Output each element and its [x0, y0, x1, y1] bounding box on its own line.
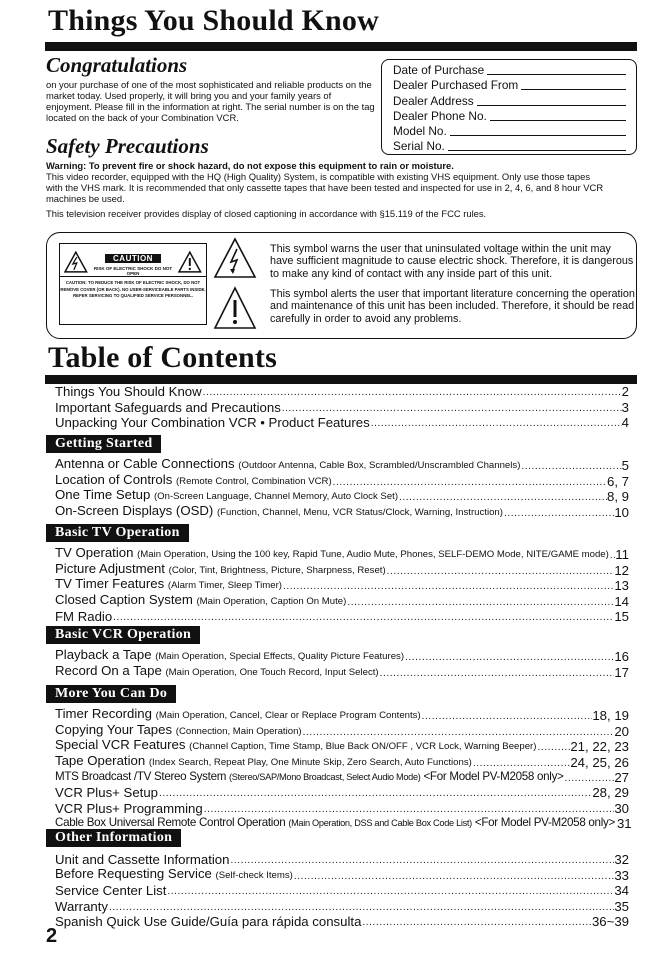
toc-entry-title: Warranty	[55, 898, 109, 914]
toc-entry-list	[55, 852, 629, 929]
toc-entry-subtitle: (Main Operation, Special Effects, Quality Picture Features)	[155, 651, 405, 663]
caution-sub: RISK OF ELECTRIC SHOCK DO NOT OPEN	[93, 265, 173, 276]
toc-entry-title: Service Center List	[55, 883, 167, 899]
caution-label-card	[59, 243, 207, 325]
toc-leader-dots	[108, 902, 614, 914]
exclamation-symbol-text: This symbol alerts the user that important literature concerning the operation and maintenance of this unit has been included. Therefore, it should be read carefully in order to avoid any problems.	[270, 288, 635, 325]
toc-entry-subtitle: (Channel Caption, Time Stamp, Blue Back ON/OFF , VCR Lock, Warning Beeper)	[189, 741, 537, 753]
toc-entry-list	[55, 547, 629, 624]
toc-entry-title: MTS Broadcast /TV Stereo System (Stereo/SAP/Mono Broadcast, Select Audio Mode) <For Model PV-M2058 only>	[55, 769, 564, 783]
page-number: 2	[46, 925, 58, 947]
toc-page-number: 35	[614, 898, 629, 914]
toc-leader-dots	[202, 387, 622, 399]
toc-page-number: 24, 25, 26	[570, 754, 629, 770]
info-field-address: Dealer Address	[393, 92, 626, 107]
toc-leader-dots	[379, 668, 615, 680]
toc-entry-title: Playback a Tape (Main Operation, Special Effects, Quality Picture Features)	[55, 647, 405, 663]
toc-page-number: 20	[614, 723, 629, 739]
info-field-model: Model No.	[393, 123, 626, 138]
toc-leader-dots	[293, 871, 614, 883]
toc-entry[interactable]	[55, 399, 629, 414]
toc-entry[interactable]	[55, 883, 629, 898]
toc-entry-subtitle: (Index Search, Repeat Play, One Minute Skip, Zero Search, Auto Functions)	[148, 756, 472, 768]
info-field-date: Date of Purchase	[393, 62, 626, 77]
toc-entry-title: Cable Box Universal Remote Control Operation (Main Operation, DSS and Cable Box Code List) <For Model PV-M2058 only>	[55, 816, 615, 830]
toc-entry-title: Unit and Cassette Information	[55, 852, 230, 868]
toc-entry-subtitle: (Stereo/SAP/Mono Broadcast, Select Audio Mode)	[229, 771, 421, 782]
toc-leader-dots	[112, 612, 614, 624]
toc-entry-subtitle: (Remote Control, Combination VCR)	[175, 475, 332, 487]
lightning-symbol-icon	[213, 237, 257, 279]
toc-entry[interactable]	[55, 504, 629, 519]
toc-page-number: 36~39	[591, 913, 629, 929]
toc-entry-title: TV Operation (Main Operation, Using the 100 key, Rapid Tune, Audio Mute, Phones, SELF-DEMO Mode, NITE/GAME mode)	[55, 545, 609, 561]
toc-entry-list	[55, 458, 629, 520]
safety-warning: Warning: To prevent fire or shock hazard, do not expose this equipment to rain or moisture.	[46, 160, 454, 171]
toc-entry-model-note: <For Model PV-M2058 only>	[474, 816, 615, 830]
toc-entry-title: Picture Adjustment (Color, Tint, Brightness, Picture, Sharpness, Reset)	[55, 560, 386, 576]
congratulations-heading: Congratulations	[46, 53, 188, 77]
toc-entry-subtitle: (Main Operation, One Touch Record, Input Select)	[165, 666, 379, 678]
toc-leader-dots	[520, 461, 621, 473]
toc-entry-list	[55, 706, 632, 832]
purchase-info-box	[381, 59, 637, 155]
page-title: Things You Should Know	[48, 4, 379, 37]
toc-entry[interactable]	[55, 898, 629, 913]
toc-entry-title: TV Timer Features (Alarm Timer, Sleep Timer)	[55, 576, 282, 592]
toc-entry-title: Antenna or Cable Connections (Outdoor Antenna, Cable Box, Scrambled/Unscrambled Channels)	[55, 456, 521, 472]
toc-entry[interactable]	[55, 800, 629, 815]
toc-entry-title: Special VCR Features (Channel Caption, Time Stamp, Blue Back ON/OFF , VCR Lock, Warning Beeper)	[55, 737, 537, 753]
toc-entry-title: One Time Setup (On-Screen Language, Channel Memory, Auto Clock Set)	[55, 487, 399, 503]
toc-page-number: 17	[614, 664, 629, 680]
toc-entry[interactable]	[55, 770, 629, 785]
toc-page-number: 2	[621, 384, 629, 400]
toc-entry-subtitle: (Outdoor Antenna, Cable Box, Scrambled/Unscrambled Channels)	[238, 460, 521, 472]
toc-page-number: 6, 7	[607, 473, 629, 489]
exclamation-triangle-icon	[178, 251, 202, 273]
toc-section-heading: More You Can Do	[46, 685, 176, 703]
toc-entry-subtitle: (Alarm Timer, Sleep Timer)	[167, 580, 282, 592]
toc-leader-dots	[472, 758, 570, 770]
toc-entry-subtitle: (Main Operation, Cancel, Clear or Replace Program Contents)	[155, 710, 421, 722]
info-field-dealer: Dealer Purchased From	[393, 77, 626, 92]
toc-entry[interactable]	[55, 415, 629, 430]
toc-entry-title: VCR Plus+ Setup	[55, 785, 158, 801]
toc-page-number: 32	[614, 852, 629, 868]
toc-leader-dots	[281, 403, 622, 415]
toc-leader-dots	[536, 742, 570, 754]
toc-entry-title: FM Radio	[55, 608, 113, 624]
toc-entry-subtitle: (Main Operation, Caption On Mute)	[196, 595, 347, 607]
toc-entry-title: Spanish Quick Use Guide/Guía para rápida consulta	[55, 913, 362, 929]
toc-leader-dots	[361, 917, 592, 929]
toc-entry-title: VCR Plus+ Programming	[55, 800, 203, 816]
toc-title: Table of Contents	[48, 341, 277, 374]
toc-entry-title: Copying Your Tapes (Connection, Main Operation)	[55, 721, 302, 737]
lightning-symbol-text: This symbol warns the user that uninsulated voltage within the unit may have sufficient magnitude to cause electric shock. Therefore, it is dangerous to make any kind of contact with any inside part of this unit.	[270, 243, 634, 280]
toc-leader-dots	[404, 652, 614, 664]
toc-entry[interactable]	[55, 384, 629, 399]
toc-rule	[45, 375, 637, 384]
toc-page-number: 14	[614, 593, 629, 609]
toc-page-number: 21, 22, 23	[570, 739, 629, 755]
toc-page-number: 33	[614, 867, 629, 883]
toc-entry[interactable]	[55, 664, 629, 679]
toc-page-number: 5	[621, 458, 629, 474]
toc-page-number: 3	[621, 399, 629, 415]
toc-entry[interactable]	[55, 785, 629, 800]
toc-entry-title: Unpacking Your Combination VCR • Product Features	[55, 415, 370, 431]
toc-page-number: 10	[614, 504, 629, 520]
safety-heading: Safety Precautions	[46, 134, 209, 158]
toc-leader-dots	[421, 711, 593, 723]
warning-symbols-box	[46, 232, 637, 339]
toc-entry[interactable]	[55, 914, 629, 929]
toc-entry-subtitle: (Connection, Main Operation)	[175, 725, 302, 737]
toc-page-number: 28, 29	[592, 785, 629, 801]
toc-page-number: 30	[614, 800, 629, 816]
toc-entry-title: Record On a Tape (Main Operation, One Touch Record, Input Select)	[55, 662, 379, 678]
exclamation-symbol-icon	[213, 286, 257, 330]
fcc-text: This television receiver provides display of closed captioning in accordance with §15.119 of the FCC rules.	[46, 208, 487, 219]
caution-text: CAUTION: TO REDUCE THE RISK OF ELECTRIC SHOCK, DO NOT REMOVE COVER (OR BACK). NO USER-SERVICEABLE PARTS INSIDE. REFER SERVICING TO QUALIFIED SERVICE PERSONNEL.	[60, 280, 206, 299]
toc-section-heading: Basic VCR Operation	[46, 626, 200, 644]
toc-entry-title: Location of Controls (Remote Control, Combination VCR)	[55, 471, 332, 487]
safety-text: This video recorder, equipped with the HQ (High Quality) System, is compatible with existing VHS equipment. Only use those tapes with the VHS mark. It is recommended that only cassette tapes that have been tested and inspected for use in 2, 4, 6, and 8 hour VCR machines be used.	[46, 171, 604, 204]
toc-entry[interactable]	[55, 609, 629, 624]
toc-section-heading: Other Information	[46, 829, 181, 847]
toc-leader-dots	[386, 566, 615, 578]
toc-entry-title: Things You Should Know	[55, 384, 202, 400]
toc-page-number: 12	[614, 562, 629, 578]
toc-entry-model-note: <For Model PV-M2058 only>	[423, 769, 564, 783]
toc-leader-dots	[203, 804, 615, 816]
toc-entry-title: Timer Recording (Main Operation, Cancel, Clear or Replace Program Contents)	[55, 706, 421, 722]
toc-leader-dots	[503, 508, 614, 520]
toc-entry-list	[55, 384, 629, 430]
toc-entry-subtitle: (Main Operation, Using the 100 key, Rapid Tune, Audio Mute, Phones, SELF-DEMO Mode, NITE/GAME mode)	[137, 549, 609, 561]
toc-entry-title: Before Requesting Service (Self-check Items)	[55, 865, 293, 881]
toc-page-number: 18, 19	[592, 708, 629, 724]
toc-leader-dots	[346, 597, 614, 609]
toc-entry-title: Closed Caption System (Main Operation, Caption On Mute)	[55, 591, 347, 607]
toc-entry-subtitle: (Function, Channel, Menu, VCR Status/Clock, Warning, Instruction)	[216, 506, 503, 518]
toc-page-number: 11	[615, 547, 629, 563]
toc-entry[interactable]	[55, 867, 629, 882]
toc-entry-subtitle: (On-Screen Language, Channel Memory, Auto Clock Set)	[153, 491, 399, 503]
info-field-phone: Dealer Phone No.	[393, 108, 626, 123]
toc-entry[interactable]	[55, 593, 629, 608]
toc-entry-title: Important Safeguards and Precautions	[55, 399, 281, 415]
toc-leader-dots	[166, 886, 614, 898]
toc-page-number: 27	[614, 769, 629, 785]
caution-label: CAUTION	[105, 254, 161, 263]
toc-entry-subtitle: (Main Operation, DSS and Cable Box Code List)	[288, 818, 472, 829]
toc-section-heading: Getting Started	[46, 435, 161, 453]
toc-entry-subtitle: (Self-check Items)	[215, 869, 293, 881]
toc-page-number: 13	[614, 578, 629, 594]
toc-leader-dots	[564, 773, 615, 785]
toc-page-number: 31	[616, 816, 632, 832]
toc-page-number: 16	[614, 649, 629, 665]
toc-entry-list	[55, 649, 629, 680]
info-field-serial: Serial No.	[393, 138, 626, 153]
toc-page-number: 8, 9	[607, 489, 629, 505]
toc-entry-title: On-Screen Displays (OSD) (Function, Channel, Menu, VCR Status/Clock, Warning, Instruction)	[55, 502, 503, 518]
toc-entry-title: Tape Operation (Index Search, Repeat Play, One Minute Skip, Zero Search, Auto Functions)	[55, 752, 472, 768]
toc-leader-dots	[158, 788, 592, 800]
toc-page-number: 34	[614, 883, 629, 899]
toc-section-heading: Basic TV Operation	[46, 524, 189, 542]
toc-entry[interactable]	[55, 754, 629, 769]
lightning-triangle-icon	[64, 251, 88, 273]
toc-page-number: 15	[614, 608, 629, 624]
title-rule	[45, 42, 637, 51]
toc-leader-dots	[370, 418, 622, 430]
toc-page-number: 4	[621, 415, 629, 431]
toc-entry-subtitle: (Color, Tint, Brightness, Picture, Sharpness, Reset)	[168, 564, 386, 576]
congratulations-text: on your purchase of one of the most sophisticated and reliable products on the market today. Used properly, it will bring you and your family years of enjoyment. Please fill in the information at right. The serial number is on the tag located on the back of your Combination VCR.	[46, 79, 375, 123]
